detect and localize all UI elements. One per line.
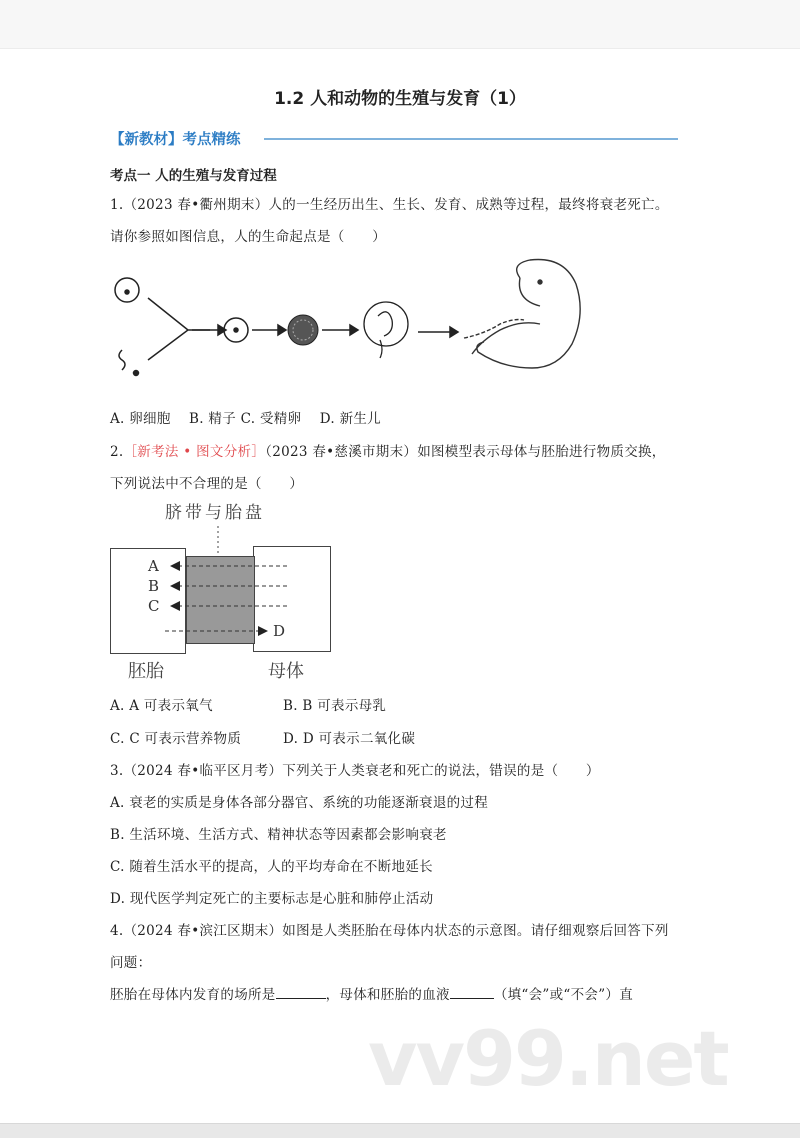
q1-stem-line1: 1.（2023 春•衢州期末）人的一生经历出生、生长、发育、成熟等过程，最终将衰老死亡。 — [110, 197, 669, 213]
egg-cell-icon — [115, 278, 139, 302]
q4-text-b: ，母体和胚胎的血液 — [325, 987, 450, 1003]
topic-heading: 考点一 人的生殖与发育过程 — [110, 168, 277, 184]
q4-text-a: 胚胎在母体内发育的场所是 — [110, 987, 276, 1003]
arrow-icon — [252, 325, 286, 335]
q2-option-c: C. C 可表示营养物质 — [110, 731, 242, 747]
diagram-label-mother: 母体 — [268, 661, 304, 682]
q2-number: 2. — [110, 444, 124, 460]
zygote-icon — [224, 318, 248, 342]
diagram-label-umbilical-placenta: 脐带与胎盘 — [165, 503, 265, 523]
q1-development-figure — [100, 258, 600, 398]
section-divider — [264, 138, 678, 140]
q4-fill-line — [110, 986, 633, 1004]
q1-options: A. 卵细胞 B. 精子 C. 受精卵 D. 新生儿 — [110, 411, 381, 427]
fetus-icon — [464, 260, 580, 369]
q4-blank-2[interactable] — [450, 986, 494, 999]
q3-stem: 3.（2024 春•临平区月考）下列关于人类衰老和死亡的说法，错误的是（ ） — [110, 763, 600, 779]
embryo-icon — [364, 302, 408, 358]
arrow-icon — [322, 325, 358, 335]
arrow-icon — [418, 327, 458, 337]
q3-option-b: B. 生活环境、生活方式、精神状态等因素都会影响衰老 — [110, 827, 447, 843]
page-title: 1.2 人和动物的生殖与发育（1） — [274, 89, 526, 109]
q3-option-d: D. 现代医学判定死亡的主要标志是心脏和肺停止活动 — [110, 891, 434, 907]
q2-option-a: A. A 可表示氧气 — [110, 698, 213, 714]
arrow-label-a: A — [148, 557, 159, 575]
q2-exchange-diagram — [110, 500, 335, 690]
q2-stem-line2: 下列说法中不合理的是（ ） — [110, 476, 304, 492]
section-heading: 【新教材】考点精练 — [110, 132, 241, 148]
sperm-icon — [119, 350, 139, 376]
arrow-icon — [192, 325, 226, 335]
q2-tag: ［新考法 • 图文分析］ — [123, 444, 266, 460]
q3-option-c: C. 随着生活水平的提高，人的平均寿命在不断地延长 — [110, 859, 433, 875]
q4-text-c: （填“会”或“不会”）直 — [493, 987, 634, 1003]
q4-stem-line2: 问题： — [110, 955, 152, 971]
diagram-label-embryo: 胚胎 — [128, 661, 164, 682]
watermark: vv99.net — [368, 1014, 728, 1103]
viewer-top-bar — [0, 0, 800, 49]
q4-blank-1[interactable] — [276, 986, 326, 999]
morula-icon — [288, 315, 318, 345]
q2-option-d: D. D 可表示二氧化碳 — [283, 731, 416, 747]
q1-stem-line2: 请你参照如图信息，人的生命起点是（ ） — [110, 229, 386, 245]
arrow-label-c: C — [148, 597, 160, 615]
q4-stem-line1: 4.（2024 春•滨江区期末）如图是人类胚胎在母体内状态的示意图。请仔细观察后回答下列 — [110, 923, 669, 939]
q3-option-a: A. 衰老的实质是身体各部分器官、系统的功能逐渐衰退的过程 — [110, 795, 489, 811]
arrow-label-b: B — [148, 577, 160, 595]
q2-stem-text: （2023 春•慈溪市期末）如图模型表示母体与胚胎进行物质交换， — [265, 444, 666, 460]
q2-option-b: B. B 可表示母乳 — [283, 698, 387, 714]
q2-stem-line1 — [110, 443, 666, 461]
arrow-label-d: D — [273, 622, 286, 640]
viewer-bottom-bar — [0, 1123, 800, 1138]
